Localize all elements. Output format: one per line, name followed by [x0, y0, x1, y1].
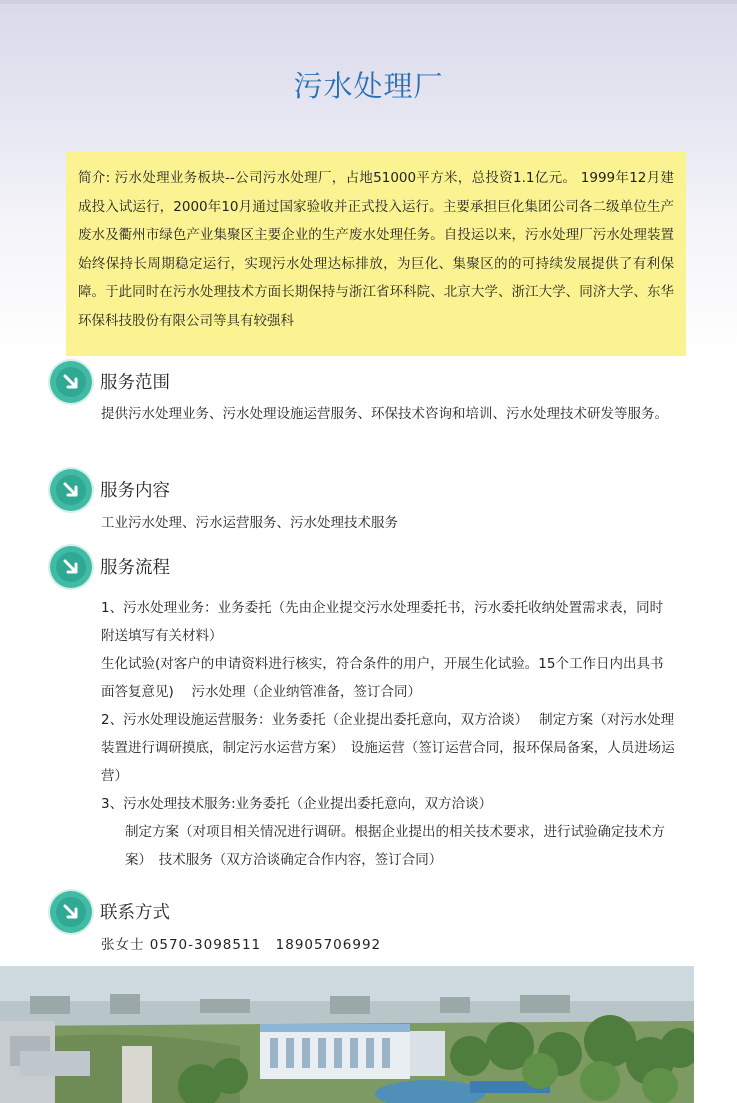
section-title: 服务内容 [100, 481, 170, 501]
page-title: 污水处理厂 [293, 69, 444, 103]
section-header-scope [50, 361, 650, 403]
arrow-down-right-icon [50, 891, 92, 933]
intro-box: 简介: 污水处理业务板块--公司污水处理厂，占地51000平方米，总投资1.1亿元。 1999年12月建成投入试运行，2000年10月通过国家验收并正式投入运行。主要承担巨化集团公司各二级单位生产废水及衢州市绿色产业集聚区主要企业的生产废水处理任务。自投运以来，污水处理厂污水处理装置始终保持长周期稳定运行，实现污水处理达标排放，为巨化、集聚区的的可持续发展提供了有利保障。于此同时在污水处理技术方面长期保持与浙江省环科院、北京大学、浙江大学、同济大学、东华环保科技股份有限公司等具有较强科 [66, 152, 686, 356]
arrow-down-right-icon [50, 469, 92, 511]
process-line: 2、污水处理设施运营服务：业务委托（企业提出委托意向，双方洽谈） 制定方案（对污水处理装置进行调研摸底，制定污水运营方案） 设施运营（签订运营合同，报环保局备案，人员进场运营） [101, 712, 675, 784]
section-header-process [50, 546, 650, 588]
section-text-content: 工业污水处理、污水运营服务、污水处理技术服务 [101, 515, 398, 531]
process-line: 生化试验(对客户的申请资料进行核实，符合条件的用户，开展生化试验。15个工作日内出具书面答复意见) 污水处理（企业纳管准备，签订合同） [101, 656, 664, 700]
arrow-down-right-icon [50, 361, 92, 403]
section-header-contact [50, 891, 650, 933]
section-title: 联系方式 [100, 903, 170, 923]
section-text-scope: 提供污水处理业务、污水处理设施运营服务、环保技术咨询和培训、污水处理技术研发等服务。 [101, 406, 668, 422]
process-line: 制定方案（对项目相关情况进行调研。根据企业提出的相关技术要求，进行试验确定技术方案） 技术服务（双方洽谈确定合作内容，签订合同） [125, 824, 665, 868]
section-header-content [50, 469, 650, 511]
section-title: 服务流程 [100, 558, 170, 578]
arrow-down-right-icon [50, 546, 92, 588]
section-text-process [101, 594, 676, 874]
contact-text: 张女士 0570-3098511 18905706992 [101, 937, 382, 953]
section-title: 服务范围 [100, 373, 170, 393]
top-border [0, 0, 737, 4]
process-line: 3、污水处理技术服务:业务委托（企业提出委托意向，双方洽谈） [101, 796, 493, 812]
process-line: 1、污水处理业务：业务委托（先由企业提交污水处理委托书，污水委托收纳处置需求表，同时附送填写有关材料） [101, 600, 664, 644]
plant-photo [0, 966, 694, 1103]
